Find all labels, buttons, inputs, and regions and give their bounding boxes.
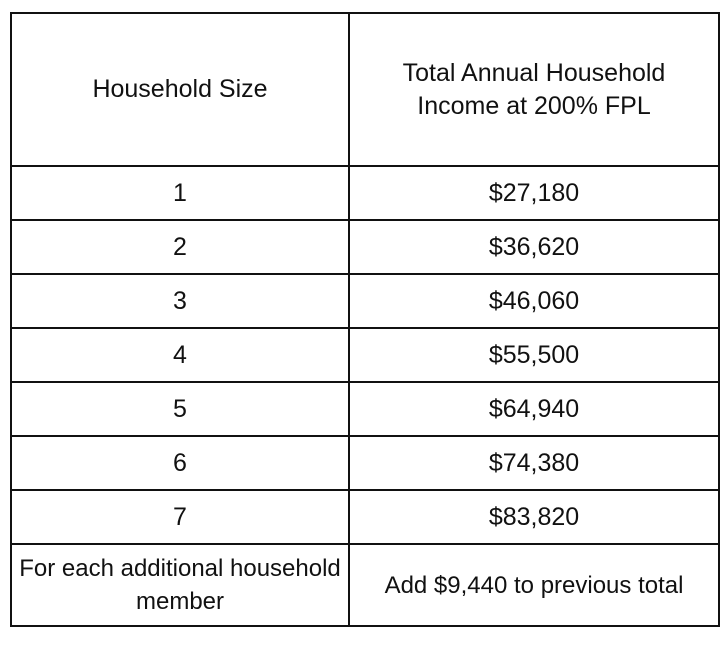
household-size-cell: 4 [11, 328, 349, 382]
additional-member-income: Add $9,440 to previous total [349, 544, 719, 626]
income-cell: $27,180 [349, 166, 719, 220]
header-income [349, 13, 719, 166]
table-row [11, 436, 719, 490]
household-size-cell: 1 [11, 166, 349, 220]
header-household-size: Household Size [11, 13, 349, 166]
table-row [11, 274, 719, 328]
income-cell: $74,380 [349, 436, 719, 490]
income-cell: $36,620 [349, 220, 719, 274]
income-cell: $83,820 [349, 490, 719, 544]
additional-member-label: For each additional household member [11, 544, 349, 626]
table-row [11, 220, 719, 274]
household-size-cell: 7 [11, 490, 349, 544]
header-income-label: Total Annual Household Income at 200% FPL [402, 58, 666, 120]
table-row [11, 166, 719, 220]
table-row [11, 382, 719, 436]
table-footer-row [11, 544, 719, 626]
table-row [11, 490, 719, 544]
household-size-cell: 6 [11, 436, 349, 490]
income-cell: $46,060 [349, 274, 719, 328]
household-size-cell: 3 [11, 274, 349, 328]
household-size-cell: 2 [11, 220, 349, 274]
income-table [10, 12, 720, 627]
table-row [11, 328, 719, 382]
income-cell: $55,500 [349, 328, 719, 382]
income-cell: $64,940 [349, 382, 719, 436]
table-header-row [11, 13, 719, 166]
household-size-cell: 5 [11, 382, 349, 436]
